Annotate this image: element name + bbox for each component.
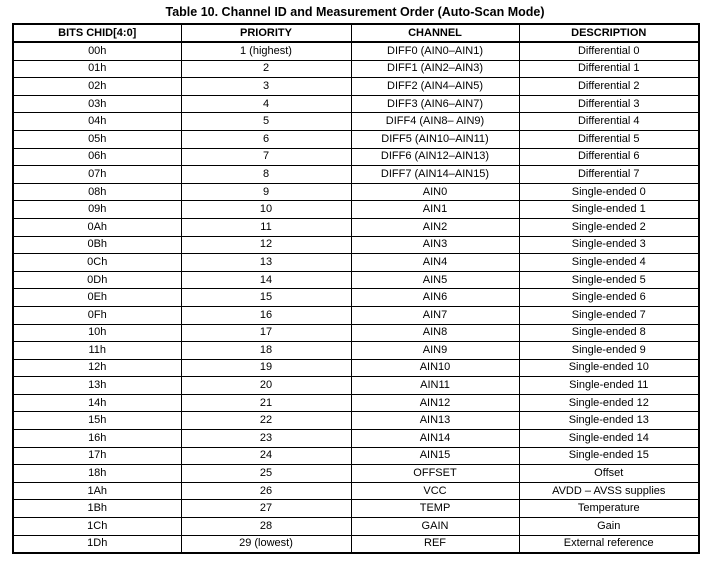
table-cell: 0Eh xyxy=(13,289,181,307)
table-row xyxy=(13,201,699,219)
table-cell: 15 xyxy=(181,289,351,307)
table-cell: Offset xyxy=(519,465,699,483)
table-cell: 04h xyxy=(13,113,181,131)
table-cell: DIFF7 (AIN14–AIN15) xyxy=(351,166,519,184)
table-cell: 00h xyxy=(13,42,181,60)
table-cell: 12h xyxy=(13,359,181,377)
table-cell: 02h xyxy=(13,78,181,96)
table-cell: 13 xyxy=(181,254,351,272)
table-cell: Single-ended 9 xyxy=(519,342,699,360)
table-cell: AIN0 xyxy=(351,183,519,201)
table-cell: 27 xyxy=(181,500,351,518)
table-cell: AIN6 xyxy=(351,289,519,307)
table-cell: 16h xyxy=(13,430,181,448)
table-cell: AIN11 xyxy=(351,377,519,395)
table-cell: 0Bh xyxy=(13,236,181,254)
table-cell: Differential 1 xyxy=(519,60,699,78)
table-cell: AIN12 xyxy=(351,394,519,412)
table-row xyxy=(13,394,699,412)
table-cell: AIN7 xyxy=(351,306,519,324)
table-cell: TEMP xyxy=(351,500,519,518)
table-cell: 0Ch xyxy=(13,254,181,272)
table-row xyxy=(13,412,699,430)
table-row xyxy=(13,218,699,236)
table-cell: AIN9 xyxy=(351,342,519,360)
table-cell: AIN3 xyxy=(351,236,519,254)
table-row xyxy=(13,148,699,166)
table-cell: REF xyxy=(351,535,519,553)
table-cell: AIN2 xyxy=(351,218,519,236)
table-cell: Differential 4 xyxy=(519,113,699,131)
table-cell: Gain xyxy=(519,518,699,536)
column-header-3: CHANNEL xyxy=(351,24,519,42)
table-cell: 10h xyxy=(13,324,181,342)
table-row xyxy=(13,78,699,96)
table-row xyxy=(13,535,699,553)
table-row xyxy=(13,377,699,395)
table-cell: 1Bh xyxy=(13,500,181,518)
table-cell: VCC xyxy=(351,482,519,500)
table-row xyxy=(13,236,699,254)
table-row xyxy=(13,42,699,60)
table-cell: Single-ended 11 xyxy=(519,377,699,395)
table-body xyxy=(13,42,699,553)
table-cell: AVDD – AVSS supplies xyxy=(519,482,699,500)
table-cell: 1Dh xyxy=(13,535,181,553)
table-cell: 7 xyxy=(181,148,351,166)
table-row xyxy=(13,130,699,148)
table-cell: AIN5 xyxy=(351,271,519,289)
table-title: Table 10. Channel ID and Measurement Order (Auto-Scan Mode) xyxy=(165,5,545,19)
table-cell: Single-ended 15 xyxy=(519,447,699,465)
table-row xyxy=(13,166,699,184)
table-cell: Single-ended 14 xyxy=(519,430,699,448)
table-cell: DIFF4 (AIN8– AIN9) xyxy=(351,113,519,131)
table-cell: 9 xyxy=(181,183,351,201)
column-header-1: BITS CHID[4:0] xyxy=(13,24,181,42)
table-cell: 18h xyxy=(13,465,181,483)
table-cell: DIFF1 (AIN2–AIN3) xyxy=(351,60,519,78)
table-cell: AIN13 xyxy=(351,412,519,430)
table-cell: 01h xyxy=(13,60,181,78)
table-cell: Single-ended 1 xyxy=(519,201,699,219)
table-cell: DIFF3 (AIN6–AIN7) xyxy=(351,95,519,113)
table-cell: 07h xyxy=(13,166,181,184)
table-cell: 06h xyxy=(13,148,181,166)
table-cell: 25 xyxy=(181,465,351,483)
table-cell: 3 xyxy=(181,78,351,96)
table-cell: Single-ended 2 xyxy=(519,218,699,236)
table-cell: Differential 6 xyxy=(519,148,699,166)
table-cell: AIN10 xyxy=(351,359,519,377)
table-cell: Single-ended 12 xyxy=(519,394,699,412)
table-cell: 1Ah xyxy=(13,482,181,500)
table-cell: Single-ended 4 xyxy=(519,254,699,272)
table-cell: 10 xyxy=(181,201,351,219)
table-cell: 0Dh xyxy=(13,271,181,289)
table-cell: 26 xyxy=(181,482,351,500)
table-cell: 28 xyxy=(181,518,351,536)
table-cell: 4 xyxy=(181,95,351,113)
table-cell: 1 (highest) xyxy=(181,42,351,60)
table-cell: 17 xyxy=(181,324,351,342)
table-cell: 20 xyxy=(181,377,351,395)
table-row xyxy=(13,500,699,518)
table-cell: Temperature xyxy=(519,500,699,518)
table-row xyxy=(13,60,699,78)
table-cell: AIN8 xyxy=(351,324,519,342)
table-cell: Single-ended 10 xyxy=(519,359,699,377)
table-row xyxy=(13,518,699,536)
table-cell: 0Fh xyxy=(13,306,181,324)
table-cell: 17h xyxy=(13,447,181,465)
table-cell: 14 xyxy=(181,271,351,289)
table-row xyxy=(13,183,699,201)
table-cell: 09h xyxy=(13,201,181,219)
table-cell: Single-ended 13 xyxy=(519,412,699,430)
table-cell: 21 xyxy=(181,394,351,412)
table-cell: 13h xyxy=(13,377,181,395)
channel-measurement-table xyxy=(12,23,700,554)
table-cell: 1Ch xyxy=(13,518,181,536)
table-cell: DIFF5 (AIN10–AIN11) xyxy=(351,130,519,148)
table-cell: Differential 5 xyxy=(519,130,699,148)
table-cell: Single-ended 6 xyxy=(519,289,699,307)
table-cell: Single-ended 5 xyxy=(519,271,699,289)
table-cell: 03h xyxy=(13,95,181,113)
table-cell: OFFSET xyxy=(351,465,519,483)
table-cell: 12 xyxy=(181,236,351,254)
table-cell: Single-ended 0 xyxy=(519,183,699,201)
table-cell: AIN4 xyxy=(351,254,519,272)
table-cell: Single-ended 7 xyxy=(519,306,699,324)
table-row xyxy=(13,430,699,448)
table-cell: DIFF0 (AIN0–AIN1) xyxy=(351,42,519,60)
table-cell: 5 xyxy=(181,113,351,131)
header-row xyxy=(13,24,699,42)
table-row xyxy=(13,113,699,131)
table-cell: 11h xyxy=(13,342,181,360)
table-cell: DIFF2 (AIN4–AIN5) xyxy=(351,78,519,96)
table-row xyxy=(13,482,699,500)
table-cell: External reference xyxy=(519,535,699,553)
table-cell: 08h xyxy=(13,183,181,201)
table-cell: 6 xyxy=(181,130,351,148)
table-cell: 18 xyxy=(181,342,351,360)
table-cell: DIFF6 (AIN12–AIN13) xyxy=(351,148,519,166)
table-cell: 29 (lowest) xyxy=(181,535,351,553)
table-row xyxy=(13,254,699,272)
table-cell: Differential 2 xyxy=(519,78,699,96)
table-cell: AIN15 xyxy=(351,447,519,465)
table-cell: 05h xyxy=(13,130,181,148)
table-cell: 15h xyxy=(13,412,181,430)
table-cell: Single-ended 8 xyxy=(519,324,699,342)
table-cell: 19 xyxy=(181,359,351,377)
table-row xyxy=(13,465,699,483)
table-cell: 8 xyxy=(181,166,351,184)
column-header-2: PRIORITY xyxy=(181,24,351,42)
table-cell: 22 xyxy=(181,412,351,430)
table-cell: AIN1 xyxy=(351,201,519,219)
table-row xyxy=(13,324,699,342)
column-header-4: DESCRIPTION xyxy=(519,24,699,42)
table-cell: 2 xyxy=(181,60,351,78)
table-cell: Single-ended 3 xyxy=(519,236,699,254)
table-cell: 14h xyxy=(13,394,181,412)
table-row xyxy=(13,271,699,289)
table-cell: Differential 3 xyxy=(519,95,699,113)
table-cell: Differential 7 xyxy=(519,166,699,184)
table-cell: 16 xyxy=(181,306,351,324)
table-cell: AIN14 xyxy=(351,430,519,448)
table-row xyxy=(13,359,699,377)
table-cell: Differential 0 xyxy=(519,42,699,60)
table-row xyxy=(13,289,699,307)
table-cell: GAIN xyxy=(351,518,519,536)
table-cell: 11 xyxy=(181,218,351,236)
table-cell: 0Ah xyxy=(13,218,181,236)
table-row xyxy=(13,95,699,113)
table-row xyxy=(13,306,699,324)
table-cell: 23 xyxy=(181,430,351,448)
table-row xyxy=(13,447,699,465)
table-cell: 24 xyxy=(181,447,351,465)
table-row xyxy=(13,342,699,360)
